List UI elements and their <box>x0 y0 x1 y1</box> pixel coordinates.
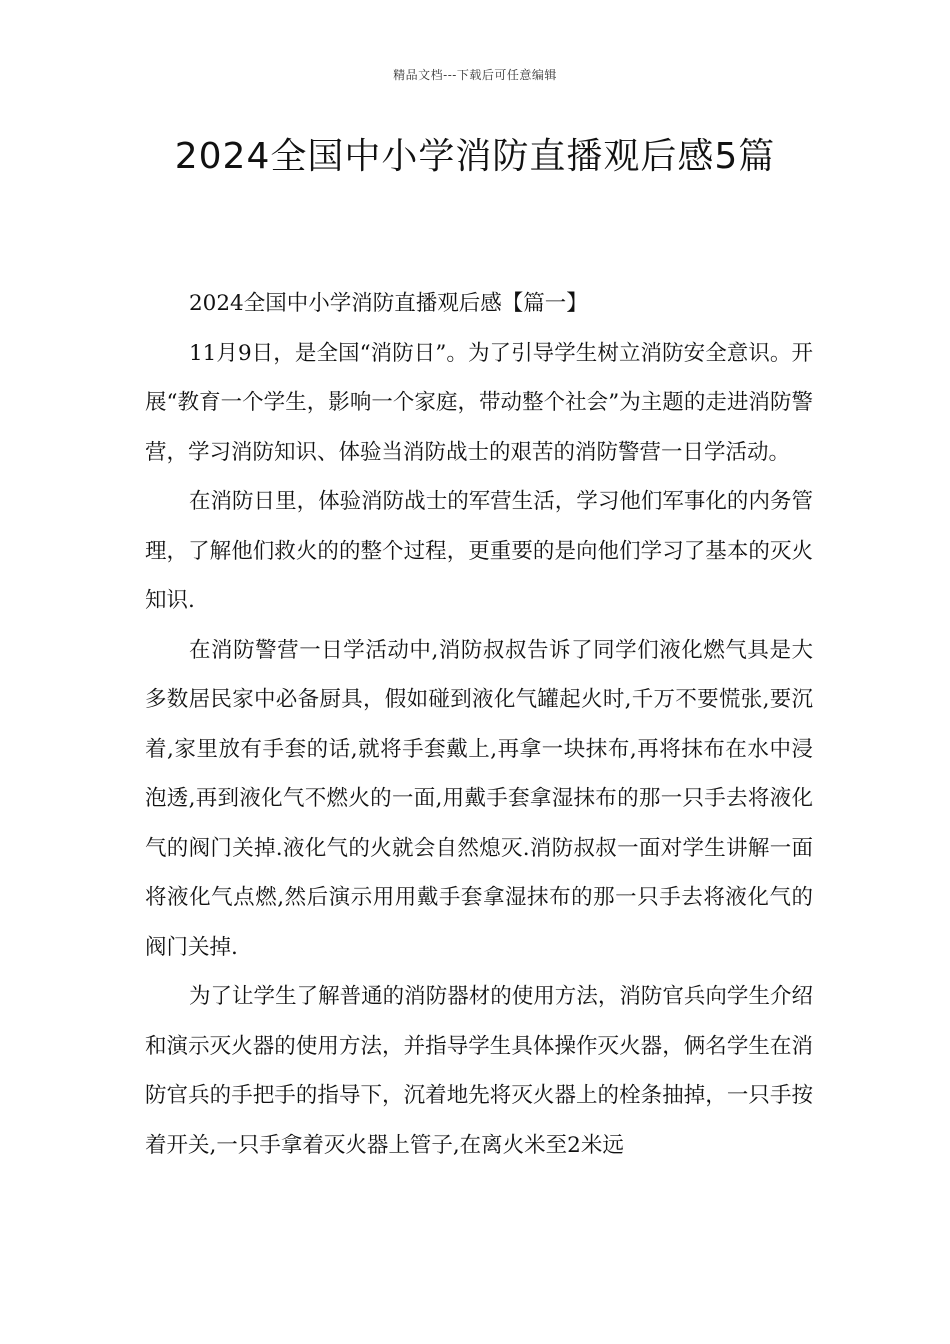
document-body <box>145 279 813 1170</box>
paragraph-3: 在消防警营一日学活动中,消防叔叔告诉了同学们液化燃气具是大多数居民家中必备厨具，假如碰到液化气罐起火时,千万不要慌张,要沉着,家里放有手套的话,就将手套戴上,再拿一块抹布,再将抹布在水中浸泡透,再到液化气不燃火的一面,用戴手套拿湿抹布的那一只手去将液化气的阀门关掉.液化气的火就会自然熄灭.消防叔叔一面对学生讲解一面将液化气点燃,然后演示用用戴手套拿湿抹布的那一只手去将液化气的阀门关掉. <box>145 637 813 960</box>
paragraph-1: 11月9日，是全国“消防日”。为了引导学生树立消防安全意识。开展“教育一个学生，影响一个家庭，带动整个社会”为主题的走进消防警营，学习消防知识、体验当消防战士的艰苦的消防警营一日学活动。 <box>145 340 813 465</box>
paragraph-4: 为了让学生了解普通的消防器材的使用方法，消防官兵向学生介绍和演示灭火器的使用方法，并指导学生具体操作灭火器，俩名学生在消防官兵的手把手的指导下，沉着地先将灭火器上的栓条抽掉，一只手按着开关,一只手拿着灭火器上管子,在离火米至2米远 <box>145 984 813 1158</box>
header-note: 精品文档---下载后可任意编辑 <box>393 68 557 82</box>
section-heading: 2024全国中小学消防直播观后感【篇一】 <box>189 291 588 316</box>
document-title: 2024全国中小学消防直播观后感5篇 <box>174 136 776 177</box>
paragraph-2: 在消防日里，体验消防战士的军营生活，学习他们军事化的内务管理，了解他们救火的的整个过程，更重要的是向他们学习了基本的灭火知识. <box>145 489 813 613</box>
